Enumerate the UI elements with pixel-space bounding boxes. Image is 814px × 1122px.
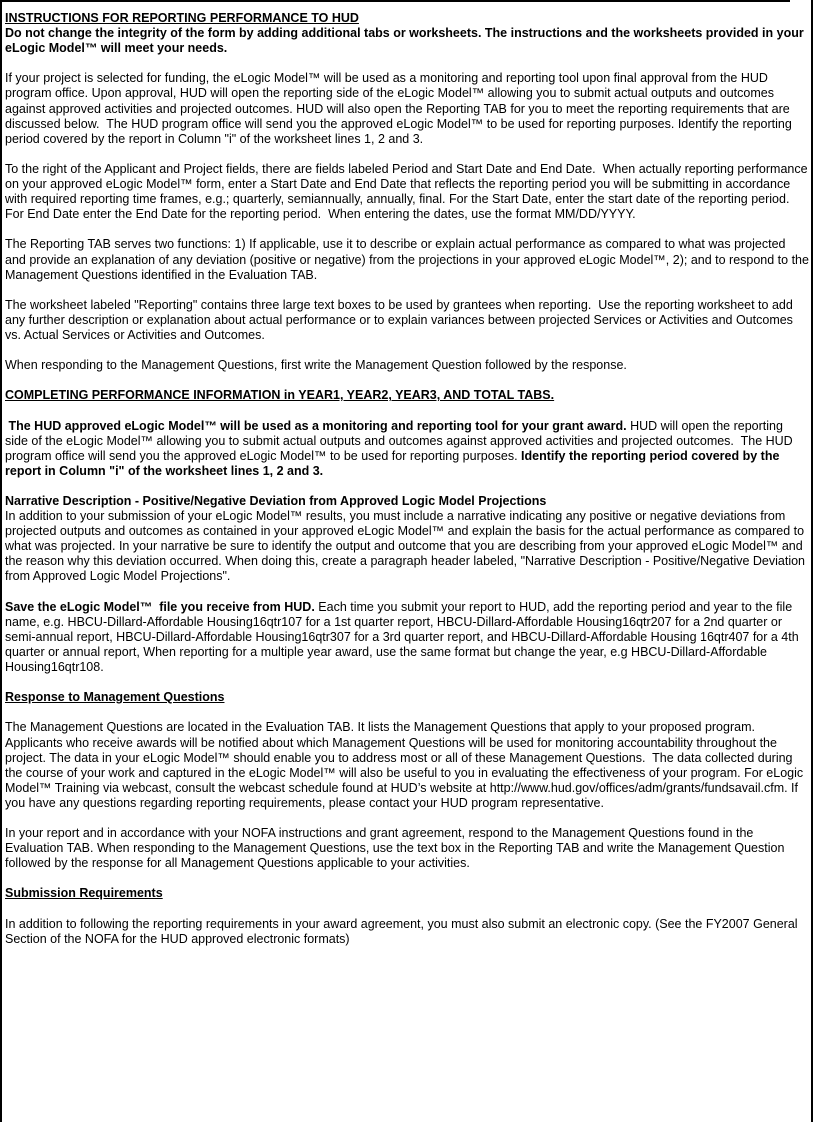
text-run: When responding to the Management Questions, first write the Management Question followed by the response.	[5, 358, 627, 373]
text-run: COMPLETING PERFORMANCE INFORMATION in YEAR1, YEAR2, YEAR3, AND TOTAL TABS.	[5, 388, 555, 403]
paragraph	[5, 720, 809, 811]
grid-line-right	[811, 0, 813, 1122]
paragraph	[5, 826, 809, 871]
section-heading-submission-requirements	[5, 886, 809, 901]
intro-warning-paragraph	[5, 26, 809, 56]
text-run: Narrative Description - Positive/Negative Deviation from Approved Logic Model Projections	[5, 494, 547, 508]
text-run: The Reporting TAB serves two functions: 1) If applicable, use it to describe or explain actual performance as compared to what was projected and provide an explanation of any deviation (positive or negative) from the projections in your approved eLogic Model™, 2); and to respond to the Management Questions identified in the Evaluation TAB.	[5, 237, 813, 282]
text-run: In addition to your submission of your eLogic Model™ results, you must include a narrative indicating any positive or negative deviations from projected outputs and outcomes as contained in your approved eLogic Model™ and explain the basis for the actual performance as compared to what was projected. In your narrative be sure to identify the output and outcome that you are describing from your approved eLogic Model™ and the reason why this deviation occurred. When doing this, create a paragraph header labeled, "Narrative Description - Positive/Negative Deviation from Approved Logic Model Projections".	[5, 509, 809, 584]
paragraph	[5, 509, 809, 584]
section-heading-narrative-description	[5, 494, 809, 509]
text-run: In your report and in accordance with your NOFA instructions and grant agreement, respond to the Management Questions found in the Evaluation TAB. When responding to the Management Questions, use the text box in the Reporting TAB and write the Management Question followed by the response for all Management Questions applicable to your activities.	[5, 826, 788, 871]
text-run: The worksheet labeled "Reporting" contains three large text boxes to be used by grantees when reporting. Use the reporting worksheet to add any further description or explanation about actual performance or to explain variances between projected Services or Activities and Outcomes vs. Actual Services or Activities and Outcomes.	[5, 297, 797, 342]
cell-border-top	[0, 0, 790, 2]
text-run: If your project is selected for funding, the eLogic Model™ will be used as a monitoring and reporting tool upon final approval from the HUD program office. Upon approval, HUD will open the reporting side of the eLogic Model™ allowing you to submit actual outputs and outcomes against approved activities and projected outcomes. HUD will also open the Reporting TAB for you to meet the reporting requirements that are discussed below. The HUD program office will send you the approved eLogic Model™ to be used for reporting purposes. Identify the reporting period covered by the report in Column "i" of the worksheet lines 1, 2 and 3.	[5, 71, 796, 146]
document-title	[5, 11, 809, 26]
paragraph	[5, 161, 812, 222]
text-run: Do not change the integrity of the form by adding additional tabs or worksheets. The instructions and the worksheets provided in your eLogic Model™ will meet your needs.	[5, 26, 808, 56]
paragraph	[5, 600, 809, 675]
text-run: Submission Requirements	[5, 886, 163, 901]
text-run: In addition to following the reporting requirements in your award agreement, you must also submit an electronic copy. (See the FY2007 General Section of the NOFA for the HUD approved electronic formats)	[5, 916, 802, 946]
paragraph	[5, 298, 809, 343]
text-run: HUD will open the reporting side of the eLogic Model™ allowing you to submit actual outputs and outcomes against approved activities and projected outcomes. The HUD program office will send you the approved eLogic Model™ to be used for reporting purposes.	[5, 418, 797, 463]
text-run: INSTRUCTIONS FOR REPORTING PERFORMANCE TO HUD	[5, 11, 359, 25]
paragraph	[5, 71, 809, 146]
paragraph	[5, 358, 809, 373]
text-run: Identify the reporting period covered by the report in Column "i" of the worksheet lines 1, 2 and 3.	[5, 448, 783, 478]
cell-border-left	[0, 0, 2, 1122]
text-run: Each time you submit your report to HUD, add the reporting period and year to the file name, e.g. HBCU-Dillard-Affordable Housing16qtr107 for a 1st quarter report, HBCU-Dillard-Affordable Housing16qtr207 for a 2nd quarter or semi-annual report, HBCU-Dillard-Affordable Housing16qtr307 for a 3rd quarter report, and HBCU-Dillard-Affordable Housing 16qtr407 for a 4th quarter or annual report, When reporting for a multiple year award, use the same format but change the year, e.g HBCU-Dillard-Affordable Housing16qtr108.	[5, 599, 803, 675]
paragraph	[5, 419, 809, 479]
text-run: To the right of the Applicant and Project fields, there are fields labeled Period and Start Date and End Date. When actually reporting performance on your approved eLogic Model™ form, enter a Start Date and End Date that reflects the reporting period you will be submitting in accordance with required reporting time frames, e.g.; quarterly, semiannually, annually, final. For the Start Date, enter the start date of the reporting period. For End Date enter the End Date for the reporting period. When entering the dates, use the format MM/DD/YYYY.	[5, 161, 812, 222]
text-run: The HUD approved eLogic Model™ will be used as a monitoring and reporting tool for your grant award.	[5, 418, 627, 433]
document-body	[5, 11, 813, 962]
text-run: The Management Questions are located in the Evaluation TAB. It lists the Management Questions that apply to your proposed program. Applicants who receive awards will be notified about which Management Questions will be used for monitoring accountability throughout the project. The data in your eLogic Model™ should enable you to address most or all of these Management Questions. The data collected during the course of your work and captured in the eLogic Model™ will also be useful to you in evaluating the effectiveness of your program. For eLogic Model™ Training via webcast, consult the webcast schedule found at HUD’s website at http://www.hud.gov/offices/adm/grants/fundsavail.cfm. If you have any questions regarding reporting requirements, please contact your HUD program representative.	[5, 720, 807, 810]
text-run: Response to Management Questions	[5, 690, 225, 705]
text-run: Save the eLogic Model™ file you receive from HUD.	[5, 599, 315, 614]
paragraph	[5, 237, 813, 282]
section-heading-completing-performance	[5, 388, 809, 403]
paragraph	[5, 917, 809, 947]
section-heading-response-management-questions	[5, 690, 809, 705]
